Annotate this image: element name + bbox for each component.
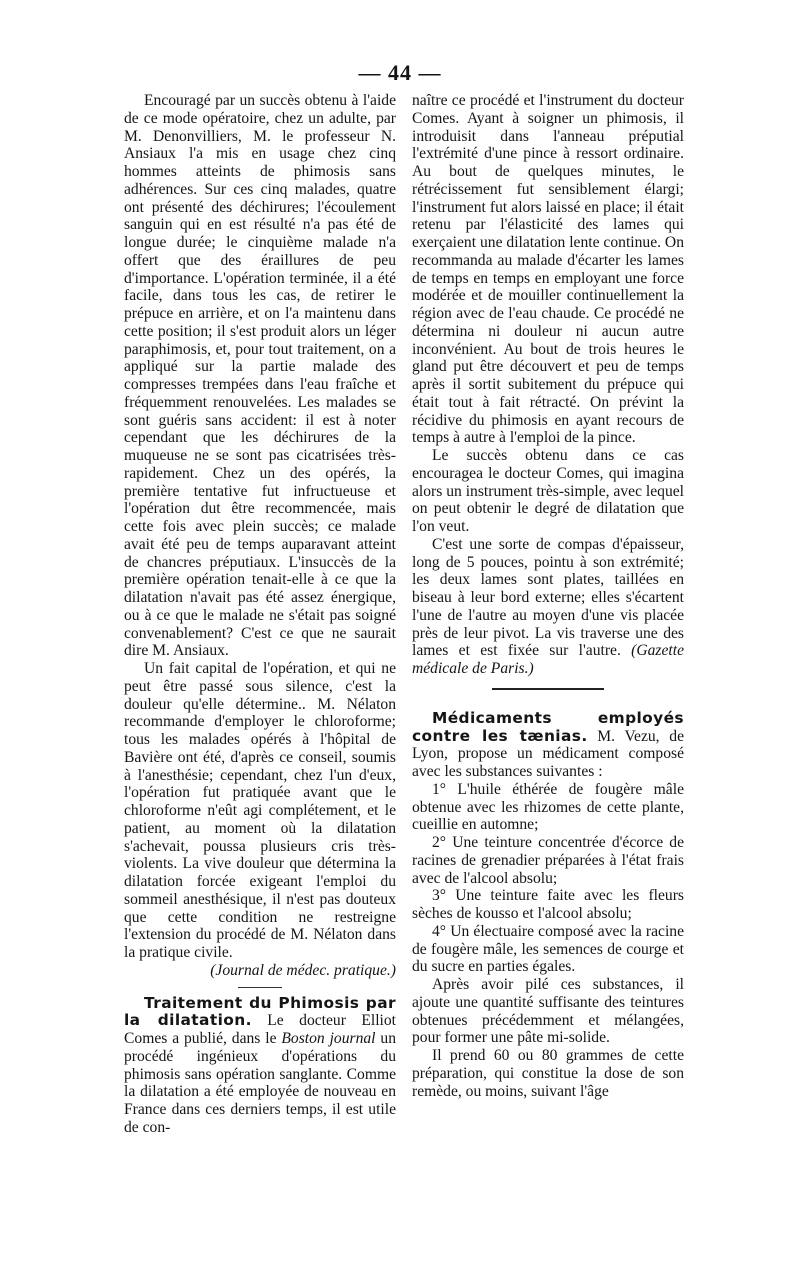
right-column xyxy=(412,92,684,1100)
source-journal-medecine-pratique: (Journal de médec. pratique.) xyxy=(210,961,396,979)
paragraph-comes-instrument: Le succès obtenu dans ce cas encouragea le docteur Comes, qui imagina alors un instrument très-simple, avec lequel on peut obtenir le degré de dilatation que l'on veut. xyxy=(412,447,684,535)
journal-name-boston: Boston journal xyxy=(281,1030,376,1047)
paragraph-pain-anesthesia: Un fait capital de l'opération, et qui ne peut être passé sous silence, c'est la douleur qu'elle détermine.. M. Nélaton recommande d'employer le chloroforme; tous les malades opérés à l'hôpital de Bavière ont été, d'après ce conseil, soumis à l'anesthésie; cependant, chez l'un d'eux, l'opération fut pratiquée avant que le chloroforme n'eût agi complétement, et le patient, au moment où la dilatation s'achevait, poussa plusieurs cris très-violents. La vive douleur que détermina la dilatation forcée exigeant l'emploi du sommeil anesthésique, il n'est pas douteux que cette condition ne restreigne l'extension du procédé de M. Nélaton dans la pratique civile. xyxy=(124,660,396,961)
ingredient-item-1: 1° L'huile éthérée de fougère mâle obtenue avec les rhizomes de cette plante, cueillie en automne; xyxy=(412,780,684,834)
instrument-description-text: C'est une sorte de compas d'épaisseur, long de 5 pouces, pointu à son extrémité; les deux lames sont plates, taillées en biseau à leur bord externe; elles s'écartent l'une de l'autre au moyen d'une vis placée près de leur pivot. La vis traverse une des lames et est fixée sur l'autre. xyxy=(412,535,684,660)
paragraph-instrument-description xyxy=(412,536,684,678)
source-gazette-medicale: (Gazette médicale de Paris.) xyxy=(412,642,684,677)
section-phimosis-dilatation xyxy=(124,995,396,1137)
section-title-taenia: Médicaments employés contre les tænias. xyxy=(412,708,684,745)
paragraph-dosage: Il prend 60 ou 80 grammes de cette préparation, qui constitue la dose de son remède, ou moins, suivant l'âge xyxy=(412,1047,684,1100)
section-phimosis-text: Le docteur Elliot Comes a publié, dans le xyxy=(124,1012,396,1047)
paragraph-preparation: Après avoir pilé ces substances, il ajoute une quantité suffisante des teintures obtenues précédemment et mélangées, pour former une pâte mi-solide. xyxy=(412,976,684,1047)
section-divider xyxy=(492,688,604,690)
ingredient-item-3: 3° Une teinture faite avec les fleurs sèches de kousso et l'alcool absolu; xyxy=(412,887,684,922)
ingredient-item-2: 2° Une teinture concentrée d'écorce de racines de grenadier préparées à l'état frais avec de l'alcool absolu; xyxy=(412,834,684,887)
paragraph-comes-procedure: naître ce procédé et l'instrument du docteur Comes. Ayant à soigner un phimosis, il introduisit dans l'anneau préputial l'extrémité d'une pince à ressort ordinaire. Au bout de quelques minutes, le rétrécissement fut sensiblement élargi; l'instrument fut alors laissé en place; il était retenu par l'élasticité des lames qui exerçaient une dilatation lente continue. On recommanda au malade d'écarter les lames de temps en temps en employant une force modérée et de mouiller continuellement la région avec de l'eau chaude. Ce procédé ne détermina ni douleur ni aucun autre inconvénient. Au bout de trois heures le gland put être découvert et peu de temps après il sortit subitement du prépuce qui était tout à fait rétracté. On prévint la récidive du phimosis en ayant recours de temps à autre à l'emploi de la pince. xyxy=(412,92,684,447)
section-taenia-intro: M. Vezu, de Lyon, propose un médicament composé avec les substances suivantes : xyxy=(412,727,684,780)
short-divider xyxy=(238,987,282,988)
left-column xyxy=(124,92,396,1137)
paragraph-ansiaux-cases: Encouragé par un succès obtenu à l'aide de ce mode opératoire, chez un adulte, par M. Denonvilliers, M. le professeur N. Ansiaux l'a mis en usage chez cinq hommes atteints de phimosis sans adhérences. Sur ces cinq malades, quatre ont présenté des déchirures; l'écoulement sanguin qui en est résulté n'a pas été de longue durée; le cinquième malade n'a offert que des éraillures de peu d'importance. L'opération terminée, il a été facile, dans tous les cas, de retirer le prépuce en arrière, et on l'a maintenu dans cette position; il s'est produit alors un léger paraphimosis, et, pour tout traitement, on a appliqué sur la partie malade des compresses trempées dans l'eau fraîche et fréquemment renouvelées. Les malades se sont guéris sans accident: il est à noter cependant que les déchirures de la muqueuse ne se sont pas cicatrisées très-rapidement. Chez un des opérés, la première tentative fut infructueuse et l'opération dut être recommencée, mais cette fois avec plein succès; ce malade avait été peu de temps auparavant atteint de chancres préputiaux. L'insuccès de la première opération tenait-elle à ce que la dilatation n'avait pas été assez énergique, ou à ce que le malade ne s'était pas soigné convenablement? C'est ce que ne saurait dire M. Ansiaux. xyxy=(124,92,396,660)
section-taenia-medication xyxy=(412,710,684,781)
section-title-phimosis: Traitement du Phimosis par la dilatation. xyxy=(124,993,396,1030)
page-number: — 44 — xyxy=(358,60,442,85)
ingredient-item-4: 4° Un électuaire composé avec la racine de fougère mâle, les semences de courge et du sucre en parties égales. xyxy=(412,922,684,976)
section-phimosis-text-continued: un procédé ingénieux d'opérations du phimosis sans opération sanglante. Comme la dilatation a été employée de nouveau en France dans ces derniers temps, il est utile de con- xyxy=(124,1030,396,1136)
